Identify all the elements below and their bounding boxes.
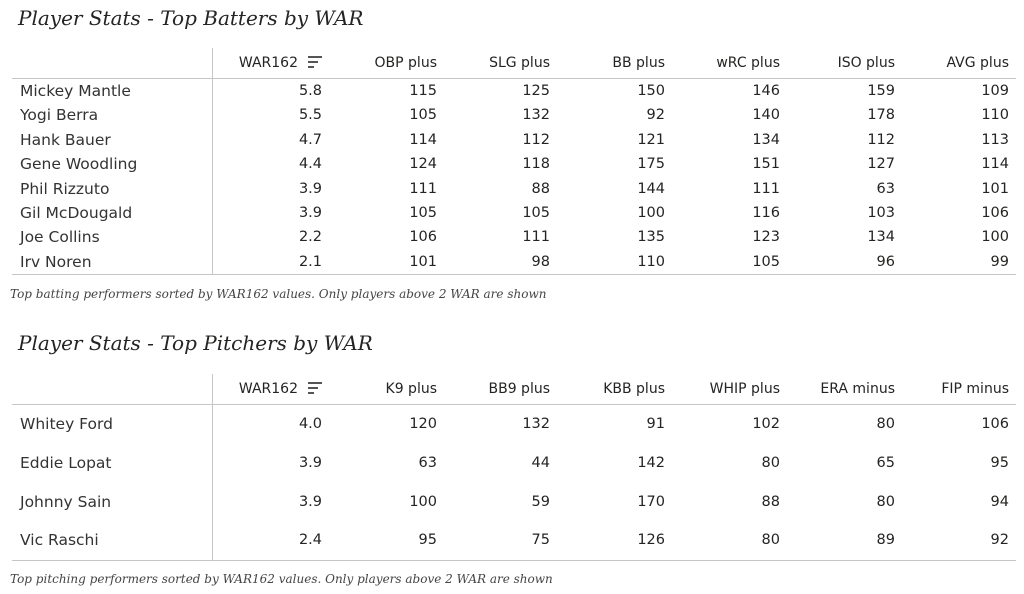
table-row[interactable] bbox=[12, 444, 1016, 483]
stat-cell: 170 bbox=[637, 493, 665, 510]
pitchers-table[interactable] bbox=[12, 374, 1016, 561]
stat-cell: 92 bbox=[990, 532, 1009, 549]
column-header[interactable] bbox=[900, 48, 1009, 78]
stat-cell: 150 bbox=[637, 83, 665, 99]
stat-cell: 3.9 bbox=[298, 493, 322, 510]
stat-cell: 135 bbox=[637, 229, 665, 246]
table-row[interactable] bbox=[12, 128, 1016, 152]
player-name: Eddie Lopat bbox=[20, 453, 112, 472]
table-row[interactable] bbox=[12, 521, 1016, 560]
stat-cell: 99 bbox=[990, 253, 1009, 270]
column-header-label: BB plus bbox=[612, 55, 665, 71]
stat-cell: 3.9 bbox=[298, 205, 322, 221]
stat-cell: 126 bbox=[637, 532, 665, 549]
column-header-label: ERA minus bbox=[820, 381, 895, 397]
table-row[interactable] bbox=[12, 103, 1016, 127]
column-header[interactable] bbox=[555, 48, 665, 78]
pitchers-header-row bbox=[12, 374, 1016, 405]
player-name: Johnny Sain bbox=[20, 492, 112, 511]
player-name: Vic Raschi bbox=[20, 531, 99, 550]
pitchers-table-body bbox=[12, 405, 1016, 560]
column-header-label: AVG plus bbox=[946, 55, 1009, 71]
stat-cell: 109 bbox=[981, 83, 1009, 99]
stat-cell: 106 bbox=[981, 416, 1009, 432]
table-row[interactable] bbox=[12, 201, 1016, 225]
stat-cell: 116 bbox=[752, 205, 780, 221]
column-header-label: BB9 plus bbox=[488, 381, 550, 397]
stat-cell: 123 bbox=[752, 229, 780, 246]
stat-cell: 101 bbox=[409, 253, 437, 270]
batters-caption: Top batting performers sorted by WAR162 values. Only players above 2 WAR are shown bbox=[10, 287, 547, 301]
stat-cell: 88 bbox=[531, 180, 550, 197]
pitchers-header-rowname-cell bbox=[12, 374, 213, 404]
stat-cell: 92 bbox=[646, 107, 665, 124]
stat-cell: 132 bbox=[522, 416, 550, 432]
stat-cell: 144 bbox=[637, 180, 665, 197]
column-header-label: K9 plus bbox=[385, 381, 437, 397]
stat-cell: 100 bbox=[637, 205, 665, 221]
stat-cell: 4.7 bbox=[298, 131, 322, 148]
table-row[interactable] bbox=[12, 250, 1016, 274]
sort-descending-icon[interactable] bbox=[308, 382, 322, 394]
stat-cell: 95 bbox=[990, 454, 1009, 471]
stat-cell: 151 bbox=[752, 156, 780, 173]
column-header[interactable] bbox=[900, 374, 1009, 404]
column-header[interactable] bbox=[212, 48, 322, 78]
stat-cell: 112 bbox=[522, 131, 550, 148]
stat-cell: 105 bbox=[522, 205, 550, 221]
stat-cell: 159 bbox=[867, 83, 895, 99]
stat-cell: 91 bbox=[646, 416, 665, 432]
player-name: Gil McDougald bbox=[20, 204, 133, 222]
stat-cell: 106 bbox=[981, 205, 1009, 221]
player-name: Mickey Mantle bbox=[20, 82, 131, 100]
column-header[interactable] bbox=[442, 374, 550, 404]
column-header[interactable] bbox=[555, 374, 665, 404]
stat-cell: 140 bbox=[752, 107, 780, 124]
stat-cell: 142 bbox=[637, 454, 665, 471]
player-name: Hank Bauer bbox=[20, 130, 111, 149]
stat-cell: 175 bbox=[637, 156, 665, 173]
pitchers-title: Player Stats - Top Pitchers by WAR bbox=[18, 331, 373, 355]
column-header[interactable] bbox=[212, 374, 322, 404]
stat-cell: 105 bbox=[409, 107, 437, 124]
table-row[interactable] bbox=[12, 483, 1016, 522]
table-row[interactable] bbox=[12, 79, 1016, 103]
column-header-label: WAR162 bbox=[238, 55, 298, 71]
stat-cell: 3.9 bbox=[298, 180, 322, 197]
column-header[interactable] bbox=[670, 48, 780, 78]
player-name: Gene Woodling bbox=[20, 155, 138, 174]
stat-cell: 80 bbox=[876, 416, 895, 432]
stat-cell: 63 bbox=[876, 180, 895, 197]
stat-cell: 88 bbox=[761, 493, 780, 510]
stat-cell: 80 bbox=[761, 454, 780, 471]
stat-cell: 146 bbox=[752, 83, 780, 99]
stat-cell: 63 bbox=[418, 454, 437, 471]
stat-cell: 110 bbox=[981, 107, 1009, 124]
stat-cell: 80 bbox=[761, 532, 780, 549]
stat-cell: 118 bbox=[522, 156, 550, 173]
column-header-label: ISO plus bbox=[837, 55, 895, 71]
stat-cell: 125 bbox=[522, 83, 550, 99]
batters-table[interactable] bbox=[12, 48, 1016, 275]
stat-cell: 111 bbox=[409, 180, 437, 197]
column-header[interactable] bbox=[785, 374, 895, 404]
stat-cell: 100 bbox=[981, 229, 1009, 246]
stat-cell: 89 bbox=[876, 532, 895, 549]
stat-cell: 65 bbox=[876, 454, 895, 471]
batters-table-body bbox=[12, 79, 1016, 274]
stat-cell: 111 bbox=[752, 180, 780, 197]
player-name: Irv Noren bbox=[20, 252, 92, 271]
stat-cell: 2.4 bbox=[298, 532, 322, 549]
player-name: Whitey Ford bbox=[20, 415, 113, 433]
stat-cell: 106 bbox=[409, 229, 437, 246]
column-header[interactable] bbox=[442, 48, 550, 78]
player-name: Phil Rizzuto bbox=[20, 179, 110, 198]
column-header-label: OBP plus bbox=[374, 55, 437, 71]
batters-title: Player Stats - Top Batters by WAR bbox=[18, 6, 364, 30]
stat-cell: 132 bbox=[522, 107, 550, 124]
stat-cell: 100 bbox=[409, 493, 437, 510]
stat-cell: 110 bbox=[637, 253, 665, 270]
column-header-label: SLG plus bbox=[489, 55, 550, 71]
stat-cell: 121 bbox=[637, 131, 665, 148]
column-header-label: WAR162 bbox=[238, 381, 298, 397]
stat-cell: 94 bbox=[990, 493, 1009, 510]
stat-cell: 134 bbox=[867, 229, 895, 246]
table-row[interactable] bbox=[12, 225, 1016, 249]
table-row[interactable] bbox=[12, 177, 1016, 201]
stat-cell: 115 bbox=[409, 83, 437, 99]
stat-cell: 134 bbox=[752, 131, 780, 148]
stat-cell: 4.4 bbox=[298, 156, 322, 173]
stat-cell: 5.8 bbox=[298, 83, 322, 99]
sort-descending-icon[interactable] bbox=[308, 56, 322, 68]
batters-header-rowname-cell bbox=[12, 48, 213, 78]
stat-cell: 105 bbox=[409, 205, 437, 221]
stat-cell: 5.5 bbox=[298, 107, 322, 124]
stat-cell: 2.2 bbox=[298, 229, 322, 246]
column-header-label: KBB plus bbox=[603, 381, 665, 397]
table-row[interactable] bbox=[12, 405, 1016, 444]
column-header[interactable] bbox=[785, 48, 895, 78]
stat-cell: 114 bbox=[409, 131, 437, 148]
batters-header-row bbox=[12, 48, 1016, 79]
column-header-label: FIP minus bbox=[941, 381, 1009, 397]
stat-cell: 102 bbox=[752, 416, 780, 432]
stat-cell: 124 bbox=[409, 156, 437, 173]
stat-cell: 4.0 bbox=[298, 416, 322, 432]
stat-cell: 95 bbox=[418, 532, 437, 549]
column-header-label: wRC plus bbox=[716, 55, 780, 71]
table-row[interactable] bbox=[12, 152, 1016, 176]
stat-cell: 75 bbox=[531, 532, 550, 549]
stat-cell: 111 bbox=[522, 229, 550, 246]
player-name: Yogi Berra bbox=[20, 106, 99, 125]
pitchers-caption: Top pitching performers sorted by WAR162 values. Only players above 2 WAR are shown bbox=[10, 572, 553, 586]
player-name: Joe Collins bbox=[20, 228, 100, 247]
stat-cell: 178 bbox=[867, 107, 895, 124]
stat-cell: 120 bbox=[409, 416, 437, 432]
stat-cell: 3.9 bbox=[298, 454, 322, 471]
stat-cell: 103 bbox=[867, 205, 895, 221]
column-header[interactable] bbox=[327, 48, 437, 78]
stat-cell: 127 bbox=[867, 156, 895, 173]
column-header[interactable] bbox=[670, 374, 780, 404]
stat-cell: 2.1 bbox=[298, 253, 322, 270]
stat-cell: 80 bbox=[876, 493, 895, 510]
stat-cell: 113 bbox=[981, 131, 1009, 148]
stat-cell: 114 bbox=[981, 156, 1009, 173]
stat-cell: 101 bbox=[981, 180, 1009, 197]
stat-cell: 96 bbox=[876, 253, 895, 270]
stat-cell: 105 bbox=[752, 253, 780, 270]
stat-cell: 59 bbox=[531, 493, 550, 510]
column-header[interactable] bbox=[327, 374, 437, 404]
stat-cell: 98 bbox=[531, 253, 550, 270]
column-header-label: WHIP plus bbox=[709, 381, 780, 397]
stat-cell: 112 bbox=[867, 131, 895, 148]
stat-cell: 44 bbox=[531, 454, 550, 471]
